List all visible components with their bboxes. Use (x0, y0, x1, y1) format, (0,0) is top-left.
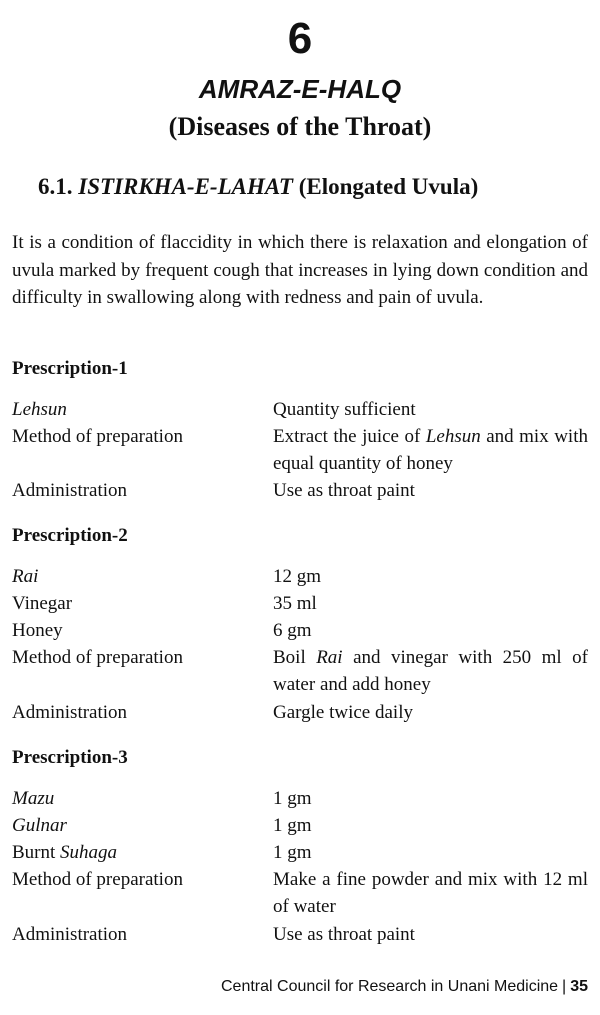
ingredient-quantity: 1 gm (273, 842, 312, 863)
section-heading (38, 172, 598, 202)
method-value (273, 423, 588, 477)
ingredient-label: Gulnar (12, 815, 67, 836)
intro-paragraph: It is a condition of flaccidity in which there is relaxation and elongation of uvula marked by frequent cough that increases in lying down condition and difficulty in swallowing along with redness and pain of uvula. (12, 232, 588, 308)
ingredient-quantity: 1 gm (273, 815, 312, 836)
administration-label: Administration (12, 702, 128, 723)
administration-value: Gargle twice daily (273, 702, 413, 723)
prescription-1-heading: Prescription-1 (12, 358, 128, 379)
chapter-number: 6 (287, 14, 313, 63)
ingredient-quantity: 12 gm (273, 566, 322, 587)
ingredient-quantity: 35 ml (273, 593, 317, 614)
section-number: 6.1. (38, 174, 73, 199)
method-label: Method of preparation (12, 647, 183, 668)
administration-label: Administration (12, 924, 128, 945)
administration-label: Administration (12, 480, 128, 501)
method-label: Method of preparation (12, 869, 183, 890)
chapter-subtitle: (Diseases of the Throat) (168, 112, 432, 141)
method-text: Boil (273, 647, 317, 668)
method-text-italic: Lehsun (425, 426, 481, 447)
method-value: Make a fine powder and mix with 12 ml of water (273, 869, 588, 917)
method-text: Extract the juice of (273, 426, 426, 447)
prescription-2-heading: Prescription-2 (12, 525, 128, 546)
ingredient-label: Mazu (12, 788, 55, 809)
footer-publisher: Central Council for Research in Unani Medicine (221, 978, 559, 995)
method-label: Method of preparation (12, 426, 183, 447)
footer-separator: | (562, 978, 567, 995)
ingredient-label: Honey (12, 620, 63, 641)
section-title-italic: ISTIRKHA-E-LAHAT (78, 174, 293, 199)
page-number: 35 (570, 978, 588, 995)
method-text: and vinegar with 250 ml of water and add honey (273, 647, 588, 695)
section-title-plain: (Elongated Uvula) (298, 174, 479, 199)
ingredient-label: Lehsun (12, 399, 67, 420)
ingredient-quantity: 1 gm (273, 788, 312, 809)
administration-value: Use as throat paint (273, 480, 415, 501)
ingredient-label: Vinegar (12, 593, 73, 614)
prescription-3-heading: Prescription-3 (12, 747, 128, 768)
method-value (273, 644, 588, 698)
ingredient-quantity: Quantity sufficient (273, 399, 416, 420)
method-text-italic: Rai (316, 647, 343, 668)
page-footer (221, 976, 588, 998)
ingredient-label-text: Burnt (12, 842, 61, 863)
ingredient-label: Rai (12, 566, 39, 587)
chapter-title: AMRAZ-E-HALQ (198, 74, 402, 104)
ingredient-label (12, 839, 262, 866)
administration-value: Use as throat paint (273, 924, 415, 945)
ingredient-quantity: 6 gm (273, 620, 312, 641)
ingredient-label-italic: Suhaga (60, 842, 118, 863)
method-text: and mix with equal quantity of honey (273, 426, 588, 474)
